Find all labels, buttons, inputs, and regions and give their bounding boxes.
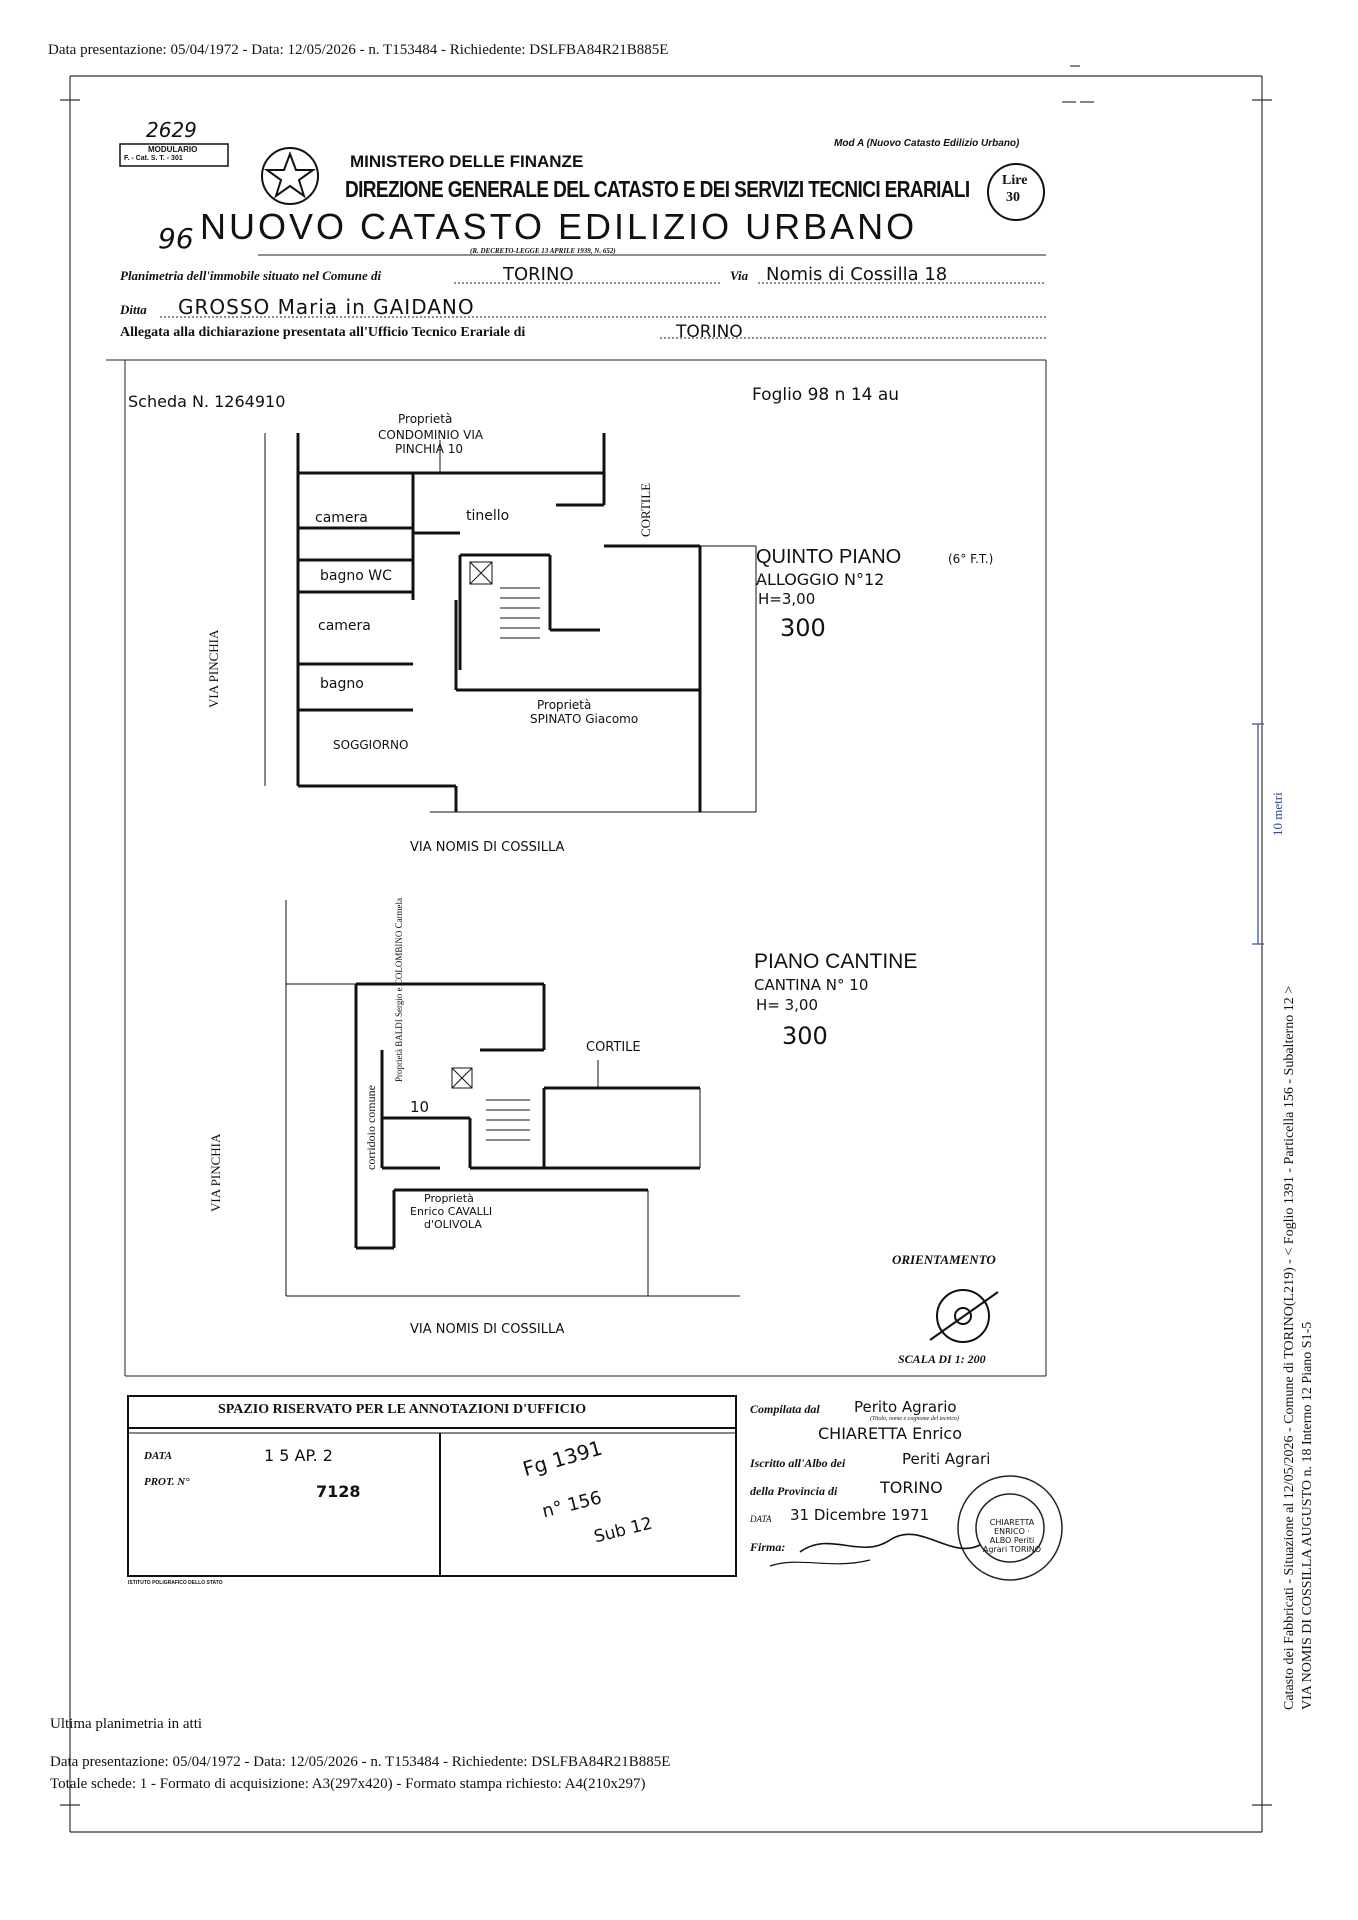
ditta-label: Ditta (120, 302, 147, 317)
label-via-nomis-upper: VIA NOMIS DI COSSILLA (410, 840, 565, 855)
compiler-role-note: (Titolo, nome e cognome del tecnico) (870, 1416, 959, 1422)
label-via-pinchia-upper: VIA PINCHIA (206, 629, 221, 708)
ft-note: (6° F.T.) (948, 552, 994, 566)
lire-label: Lire (1002, 173, 1028, 188)
compiler-data: 31 Dicembre 1971 (790, 1506, 930, 1524)
footer-ultima: Ultima planimetria in atti (50, 1716, 203, 1732)
foglio-label: Foglio 98 n 14 au (752, 385, 900, 405)
cantina-number: 10 (410, 1098, 430, 1116)
label-via-pinchia-lower: VIA PINCHIA (208, 1133, 223, 1212)
room-camera-1: camera (315, 510, 368, 526)
label-via-nomis-lower: VIA NOMIS DI COSSILLA (410, 1322, 565, 1337)
number-lower: 300 (782, 1022, 828, 1050)
mod-label: Mod A (Nuovo Catasto Edilizio Urbano) (834, 138, 1020, 149)
label-proprieta-baldi: Proprietà BALDI Sergio e COLOMBINO Carmela (394, 897, 404, 1082)
modulario-code: F. - Cat. S. T. - 301 (124, 155, 183, 162)
altezza-upper: H=3,00 (758, 590, 816, 608)
label-proprieta-cavalli: Proprietà (424, 1192, 474, 1205)
scheda-number: Scheda N. 1264910 (128, 392, 286, 411)
label-condominio: CONDOMINIO VIA (378, 428, 484, 442)
compiler-role: Perito Agrario (854, 1398, 957, 1416)
altezza-lower: H= 3,00 (756, 996, 819, 1014)
office-data-value: 1 5 AP. 2 (264, 1446, 333, 1465)
compiler-name: CHIARETTA Enrico (818, 1424, 963, 1443)
footer-line-1: Data presentazione: 05/04/1972 - Data: 12/05/2026 - n. T153484 - Richiedente: DSLFBA84R21B885E (50, 1754, 671, 1770)
quinto-piano-heading: QUINTO PIANO (756, 546, 902, 568)
alloggio-label: ALLOGGIO N°12 (756, 570, 885, 589)
document-title: NUOVO CATASTO EDILIZIO URBANO (200, 206, 918, 247)
label-cavalli-1: Enrico CAVALLI (410, 1205, 493, 1218)
via-value: Nomis di Cossilla 18 (766, 264, 948, 285)
ministry-heading: MINISTERO DELLE FINANZE (350, 152, 584, 171)
compiler-data-label: DATA (750, 1514, 772, 1524)
label-cortile-upper: CORTILE (638, 482, 653, 537)
header-line: Data presentazione: 05/04/1972 - Data: 12/05/2026 - n. T153484 - Richiedente: DSLFBA84R21B885E (48, 42, 669, 58)
room-bagno-wc: bagno WC (320, 568, 392, 584)
iscritto-label: Iscritto all'Albo dei (750, 1456, 846, 1470)
comune-value: TORINO (503, 264, 574, 285)
orientamento-label: ORIENTAMENTO (892, 1252, 996, 1267)
modulario-label: MODULARIO (148, 145, 198, 154)
cantina-label: CANTINA N° 10 (754, 976, 869, 994)
allegata-label: Allegata alla dichiarazione presentata all'Ufficio Tecnico Erariale di (120, 325, 526, 340)
room-camera-2: camera (318, 618, 371, 634)
firma-label: Firma: (750, 1540, 786, 1554)
planimetria-label: Planimetria dell'immobile situato nel Comune di (120, 268, 382, 283)
direction-heading: DIREZIONE GENERALE DEL CATASTO E DEI SERVIZI TECNICI ERARIALI (345, 178, 970, 204)
label-cavalli-2: d'OLIVOLA (424, 1218, 482, 1231)
stamp-number: 2629 (146, 118, 197, 142)
lire-value: 30 (1006, 190, 1020, 205)
handwritten-n: n° 156 (540, 1487, 604, 1523)
label-proprieta-top: Proprietà (398, 412, 453, 426)
office-prot-value: 7128 (316, 1482, 361, 1501)
piano-cantine-heading: PIANO CANTINE (754, 950, 918, 973)
scala-label: SCALA DI 1: 200 (898, 1352, 986, 1366)
albo-value: Periti Agrari (902, 1450, 991, 1468)
side-line-2: VIA NOMIS DI COSSILLA AUGUSTO n. 18 Interno 12 Piano S1-5 (1300, 1321, 1315, 1710)
provincia-label: della Provincia di (750, 1484, 838, 1498)
side-line-1: Catasto dei Fabbricati - Situazione al 12/05/2026 - Comune di TORINO(L219) - < Foglio 1391 - Particella 156 - Subalterno 12 > (1282, 985, 1297, 1710)
provincia-value: TORINO (880, 1478, 943, 1497)
handwritten-sub: Sub 12 (592, 1513, 655, 1548)
label-proprieta-spinato: Proprietà (537, 698, 592, 712)
allegata-value: TORINO (676, 322, 743, 342)
printer-label: ISTITUTO POLIGRAFICO DELLO STATO (128, 1580, 223, 1586)
riservato-heading: SPAZIO RISERVATO PER LE ANNOTAZIONI D'UFFICIO (218, 1402, 587, 1417)
room-bagno: bagno (320, 676, 364, 692)
footer-line-2: Totale schede: 1 - Formato di acquisizione: A3(297x420) - Formato stampa richiesto: A4(210x297) (50, 1776, 646, 1792)
decree-label: (R. DECRETO-LEGGE 13 APRILE 1939, N. 652) (470, 247, 616, 255)
label-cortile-lower: CORTILE (586, 1040, 641, 1055)
label-spinato: SPINATO Giacomo (530, 712, 639, 726)
via-label: Via (730, 268, 749, 283)
office-prot-label: PROT. N° (144, 1476, 190, 1488)
handwritten-fg: Fg 1391 (520, 1435, 605, 1482)
compilata-label: Compilata dal (750, 1402, 820, 1416)
number-upper: 300 (780, 614, 826, 642)
room-tinello: tinello (466, 508, 510, 524)
office-data-label: DATA (144, 1450, 173, 1462)
label-corridoio: corridoio comune (364, 1085, 378, 1170)
scale-bar-label: 10 metri (1270, 792, 1285, 836)
handwritten-prefix: 96 (158, 222, 194, 255)
room-soggiorno: SOGGIORNO (333, 738, 409, 752)
label-pinchia10: PINCHIA 10 (395, 442, 463, 456)
ditta-value: GROSSO Maria in GAIDANO (178, 295, 475, 319)
albo-stamp-text: CHIARETTA ENRICO · ALBO Periti Agrari TORINO (982, 1518, 1042, 1554)
